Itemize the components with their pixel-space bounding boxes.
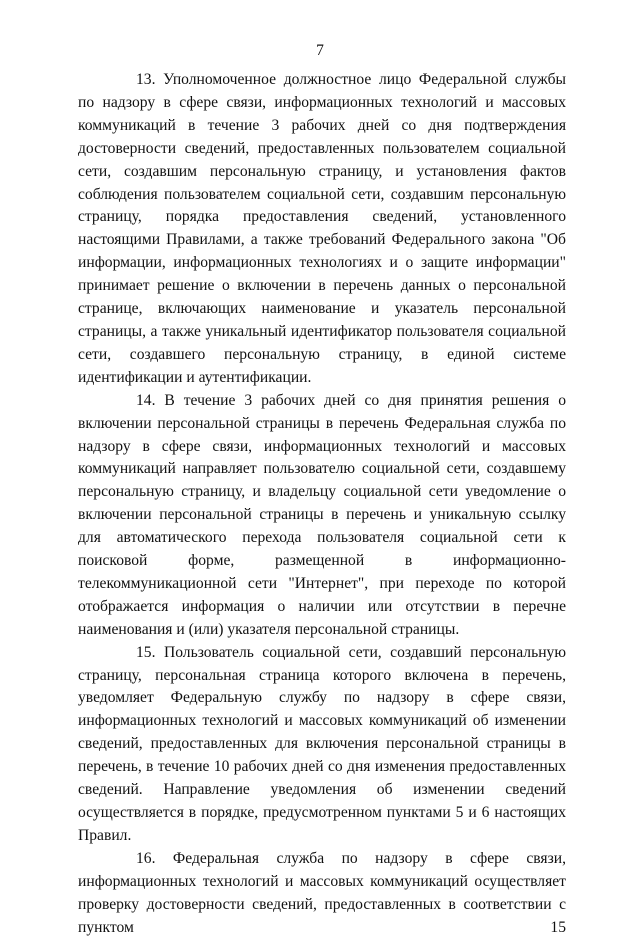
paragraph-13: 13. Уполномоченное должностное лицо Федеральной службы по надзору в сфере связи, информационных технологий и массовых коммуникаций в течение 3 рабочих дней со дня подтверждения достоверности сведений, предоставленных пользователем социальной сети, создавшим персональную страницу, и установления фактов соблюдения пользователем социальной сети, создавшим персональную страницу, порядка предоставления сведений, установленного настоящими Правилами, а также требований Федерального закона "Об информации, информационных технологиях и о защите информации" принимает решение о включении в перечень данных о персональной странице, включающих наименование и указатель персональной страницы, а также уникальный идентификатор пользователя социальной сети, создавшего персональную страницу, в единой системе идентификации и аутентификации. <box>78 71 566 386</box>
page-number: 7 <box>316 42 324 59</box>
paragraph-16: 16. Федеральная служба по надзору в сфере связи, информационных технологий и массовых коммуникаций осуществляет проверку достоверности сведений, предоставленных в соответствии с пунктом 15 <box>78 849 566 936</box>
paragraph-15: 15. Пользователь социальной сети, создавший персональную страницу, персональная страница которого включена в перечень, уведомляет Федеральную службу по надзору в сфере связи, информационных технологий и массовых коммуникаций об изменении сведений, предоставленных для включения персональной страницы в перечень, в течение 10 рабочих дней со дня изменения предоставленных сведений. Направление уведомления об изменении сведений осуществляется в порядке, предусмотренном пунктами 5 и 6 настоящих Правил. <box>78 643 566 844</box>
paragraph-14: 14. В течение 3 рабочих дней со дня принятия решения о включении персональной страницы в перечень Федеральная служба по надзору в сфере связи, информационных технологий и массовых коммуникаций направляет пользователю социальной сети, создавшему персональную страницу, и владельцу социальной сети уведомление о включении персональной страницы в перечень и уникальную ссылку для автоматического перехода пользователя социальной сети к поисковой форме, размещенной в информационно-телекоммуникационной сети "Интернет", при переходе по которой отображается информация о наличии или отсутствии в перечне наименования и (или) указателя персональной страницы. <box>78 391 566 638</box>
document-body <box>78 69 566 939</box>
